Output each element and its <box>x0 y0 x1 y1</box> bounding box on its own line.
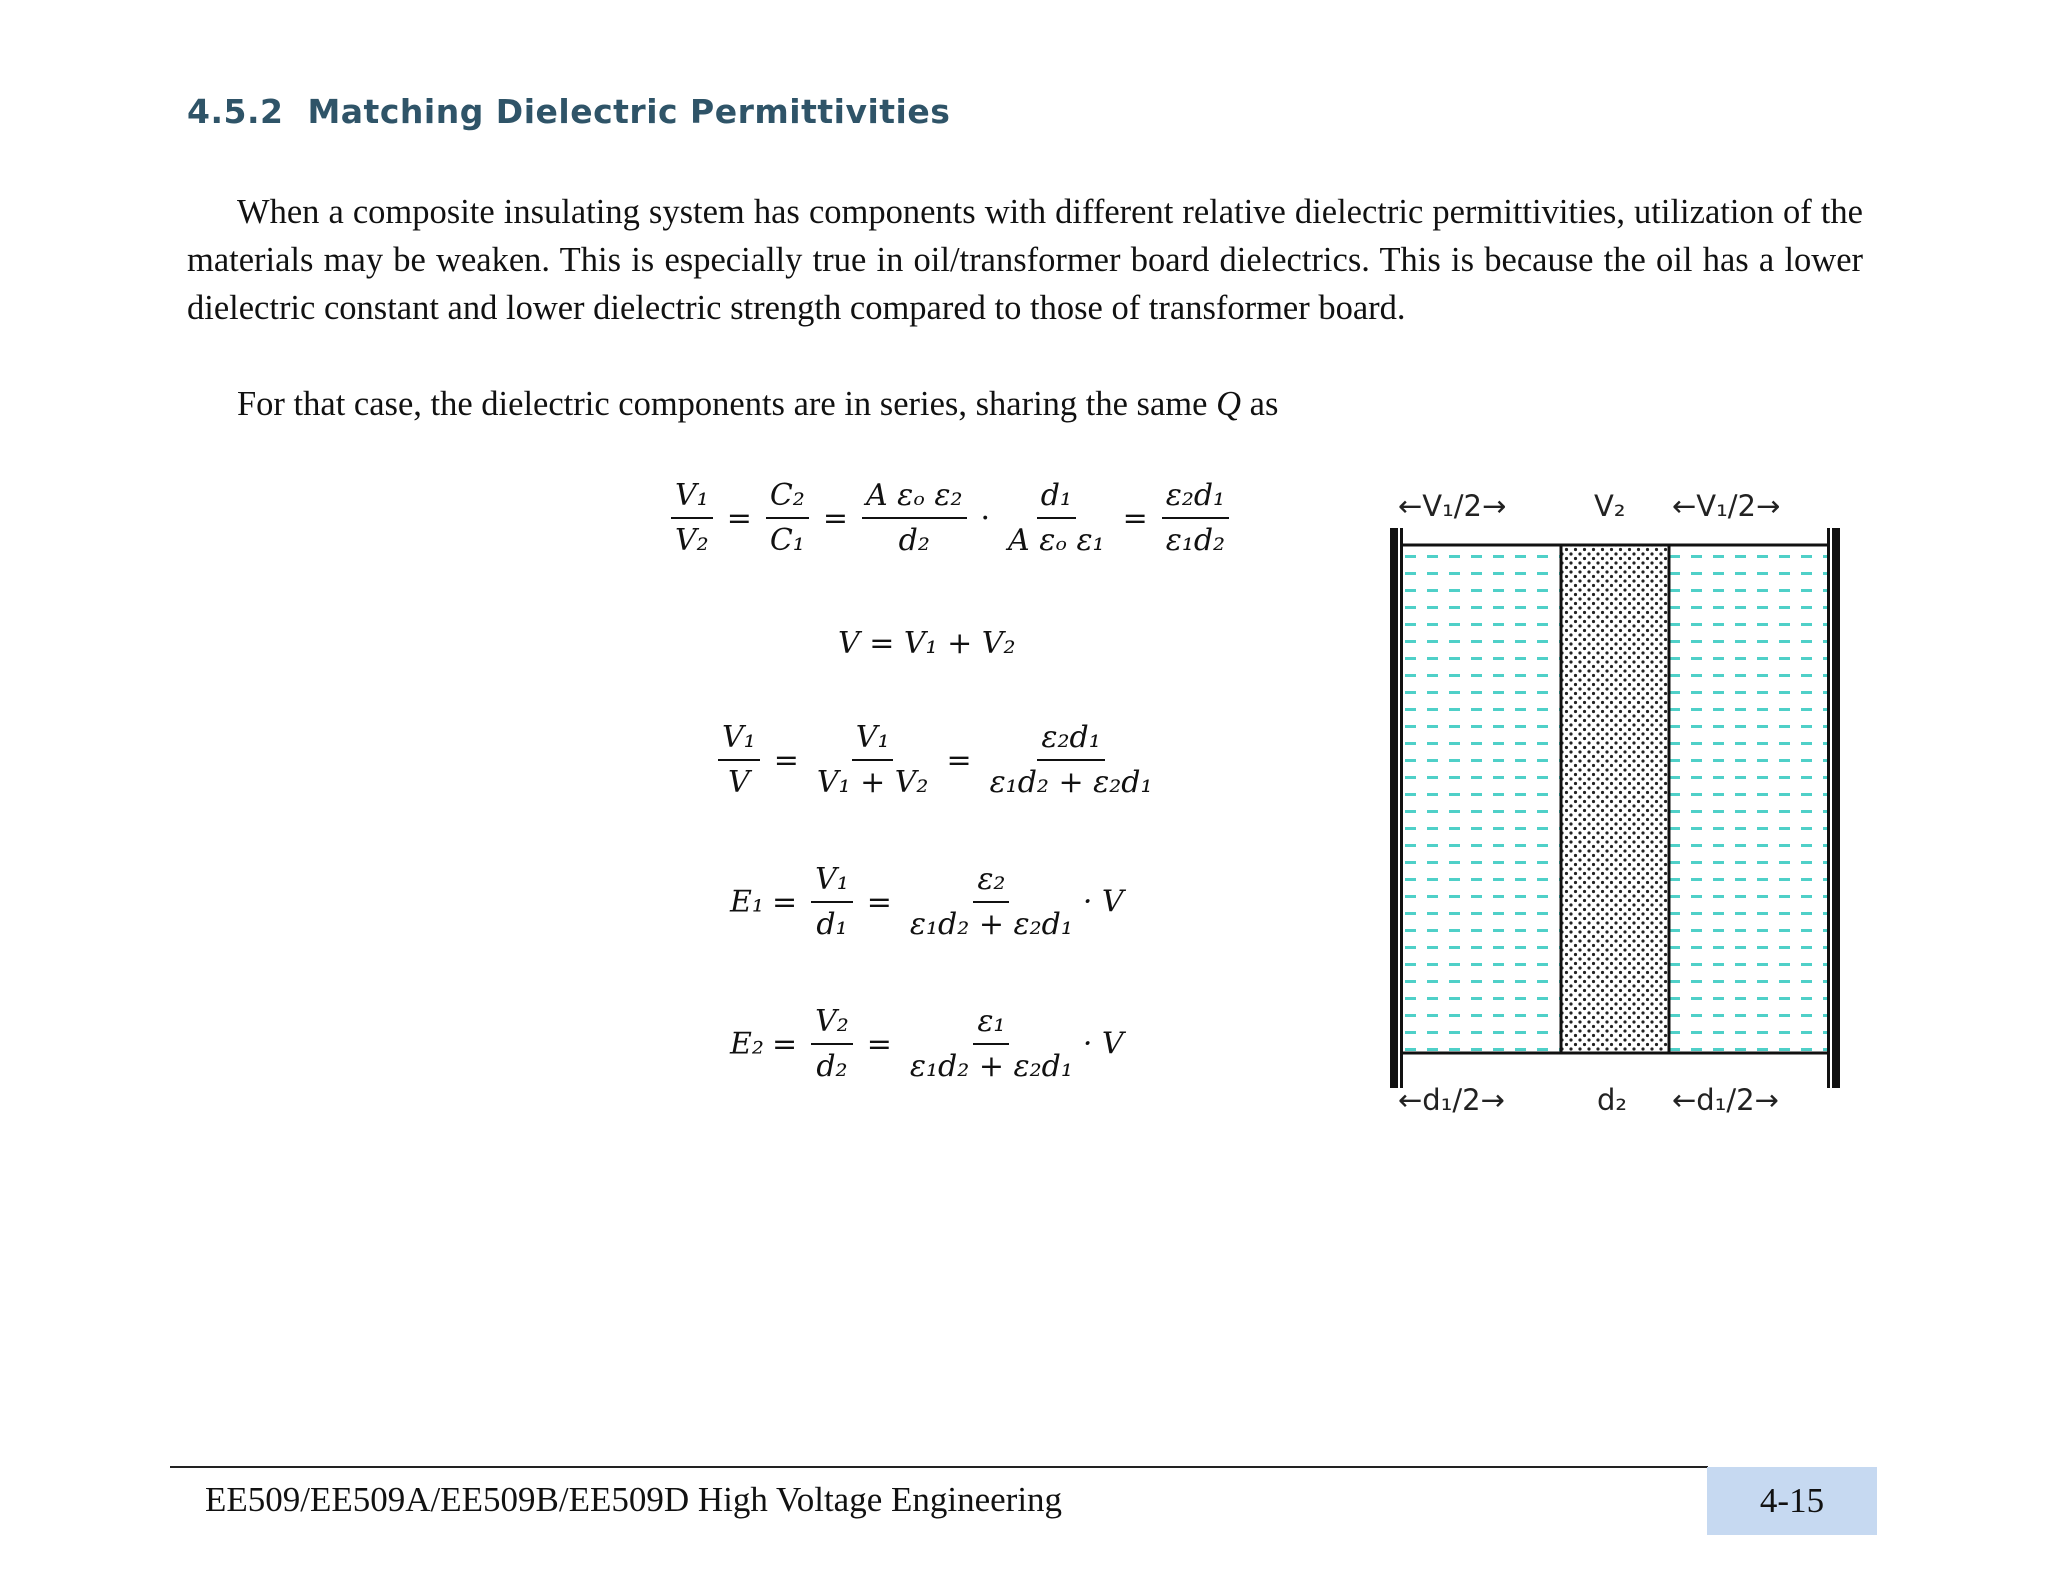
equation-voltage-ratio: $\frac{\text{V₁}}{\text{V₂}}$ = $\frac{\text{C₂}}{\text{C₁}}$ = $\frac{\text{A εₒ ε₂}}{\text{d₂}}$ · $\frac{\text{d₁}}{\text{A εₒ ε₁}}$ = $\frac{\text{ε₂d₁}}{\text{ε₁d₂}}$ <box>665 478 1235 558</box>
paragraph-series <box>187 380 1863 428</box>
page-number: 4-15 <box>1707 1467 1877 1535</box>
fraction: $\frac{\text{ε₁}}{\text{ε₁d₂ + ε₂d₁}}$ <box>909 1004 1073 1084</box>
fraction: $\frac{\text{V₁}}{V}$ <box>718 720 760 800</box>
charge-variable: Q <box>1216 385 1241 423</box>
fraction: $\frac{\text{V₁}}{\text{V₁ + V₂}}$ <box>816 720 929 800</box>
label-v2: V₂ <box>1594 489 1626 523</box>
equation-total-voltage: V = V₁ + V₂ <box>838 626 1016 661</box>
oil-layer-right <box>1669 545 1827 1053</box>
right-electrode-inner <box>1827 528 1830 1088</box>
paragraph-intro: When a composite insulating system has components with different relative dielectric permittivities, utilization of the materials may be weaken. This is especially true in oil/transformer board dielectrics. This is because the oil has a lower dielectric constant and lower dielectric strength compared to those of transformer board. <box>187 193 1863 327</box>
fraction: $\frac{\text{d₁}}{\text{A εₒ ε₁}}$ <box>1008 478 1105 558</box>
fraction: $\frac{\text{ε₂d₁}}{\text{ε₁d₂ + ε₂d₁}}$ <box>989 720 1153 800</box>
equation-tail: · V <box>1082 884 1124 920</box>
fraction: $\frac{\text{A εₒ ε₂}}{\text{d₂}}$ <box>862 478 967 558</box>
section-number: 4.5.2 <box>187 92 284 131</box>
fraction: $\frac{\text{ε₂d₁}}{\text{ε₁d₂}}$ <box>1162 478 1229 558</box>
fraction: $\frac{\text{V₁}}{\text{d₁}}$ <box>811 862 853 942</box>
label-v1-half-left: ←V₁/2→ <box>1398 489 1507 523</box>
equation-tail: · V <box>1082 1026 1124 1062</box>
oil-layer-left <box>1403 545 1561 1053</box>
fraction: $\frac{\text{C₂}}{\text{C₁}}$ <box>766 478 809 558</box>
section-heading <box>187 92 950 131</box>
fraction: $\frac{\text{ε₂}}{\text{ε₁d₂ + ε₂d₁}}$ <box>909 862 1073 942</box>
right-electrode <box>1832 528 1840 1088</box>
footer-course-title: EE509/EE509A/EE509B/EE509D High Voltage Engineering <box>205 1480 1063 1519</box>
fraction: $\frac{\text{V₂}}{\text{d₂}}$ <box>811 1004 853 1084</box>
section-title: Matching Dielectric Permittivities <box>307 92 951 131</box>
dielectric-diagram <box>1380 480 1850 1120</box>
transformer-board <box>1561 545 1669 1053</box>
equation-voltage-fraction: $\frac{\text{V₁}}{V}$ = $\frac{\text{V₁}}{\text{V₁ + V₂}}$ = $\frac{\text{ε₂d₁}}{\text{ε₁d₂ + ε₂d₁}}$ <box>712 720 1163 800</box>
left-electrode <box>1390 528 1398 1088</box>
equation-field-e1: E₁ = $\frac{\text{V₁}}{\text{d₁}}$ = $\frac{\text{ε₂}}{\text{ε₁d₂ + ε₂d₁}}$ · V <box>730 862 1124 942</box>
label-d1-half-left: ←d₁/2→ <box>1398 1083 1505 1117</box>
label-d1-half-right: ←d₁/2→ <box>1672 1083 1779 1117</box>
equation-field-e2: E₂ = $\frac{\text{V₂}}{\text{d₂}}$ = $\frac{\text{ε₁}}{\text{ε₁d₂ + ε₂d₁}}$ · V <box>730 1004 1124 1084</box>
label-d2: d₂ <box>1597 1083 1628 1117</box>
footer-divider <box>170 1466 1708 1468</box>
label-v1-half-right: ←V₁/2→ <box>1672 489 1781 523</box>
left-electrode-inner <box>1400 528 1403 1088</box>
fraction: $\frac{\text{V₁}}{\text{V₂}}$ <box>671 478 713 558</box>
paragraph-series-tail: as <box>1241 385 1279 423</box>
equation-lhs: E₁ <box>730 884 764 920</box>
dielectric-diagram-svg <box>1380 480 1850 1120</box>
paragraph-series-text: For that case, the dielectric components are in series, sharing the same <box>237 385 1217 423</box>
equation-lhs: E₂ <box>730 1026 764 1062</box>
